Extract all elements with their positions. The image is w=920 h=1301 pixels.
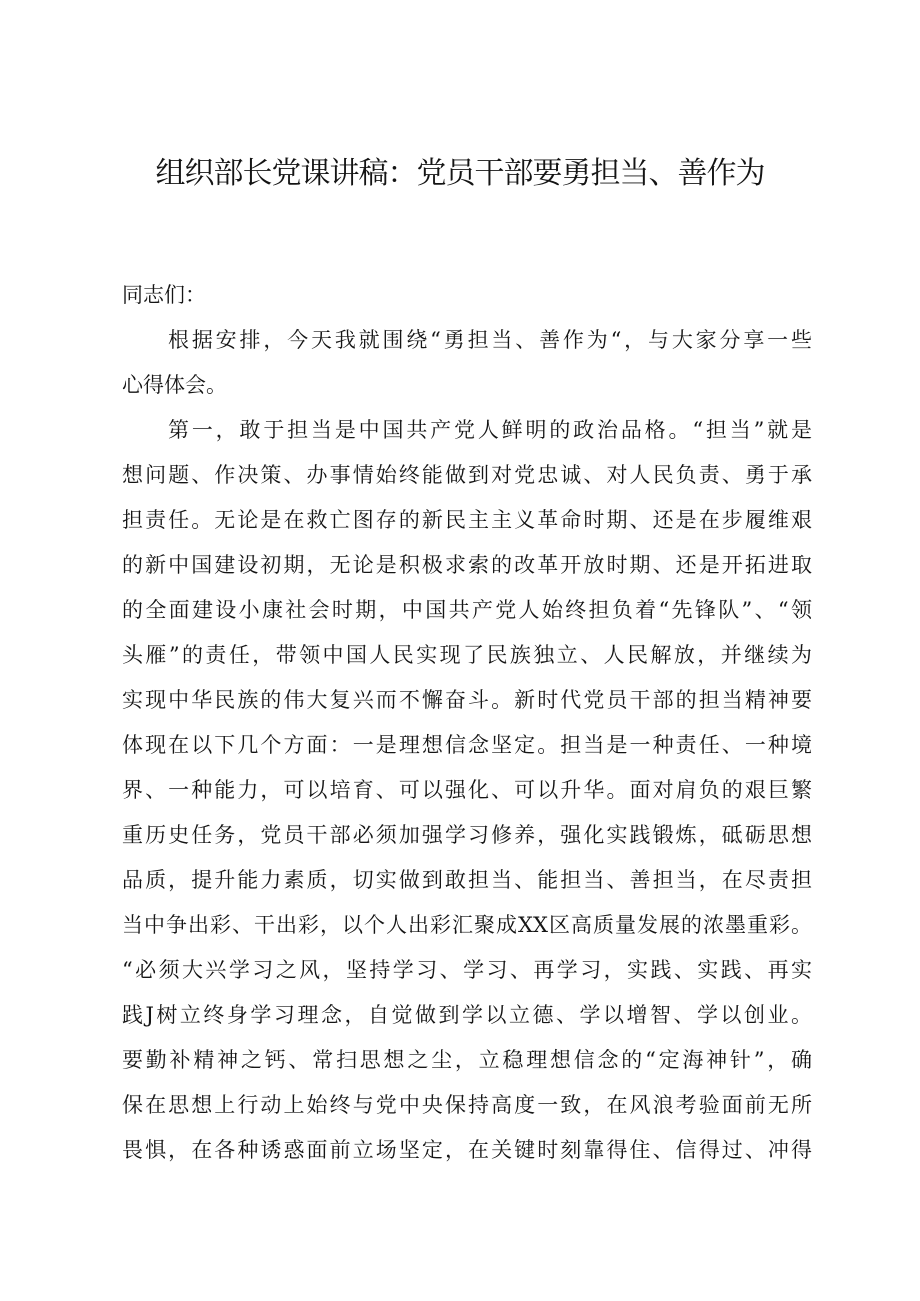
paragraph-line: 头雁”的责任，带领中国人民实现了民族独立、人民解放，并继续为 [122, 643, 812, 667]
salutation: 同志们： [122, 283, 206, 307]
paragraph-line: 品质，提升能力素质，切实做到敢担当、能担当、善担当，在尽责担 [122, 868, 812, 892]
paragraph-line: 践J树立终身学习理念，自觉做到学以立德、学以增智、学以创业。 [122, 1003, 812, 1027]
paragraph-line: 根据安排，今天我就围绕“勇担当、善作为“，与大家分享一些 [168, 328, 812, 352]
paragraph-line: 担责任。无论是在救亡图存的新民主主义革命时期、还是在步履维艰 [122, 508, 812, 532]
paragraph-line: 第一，敢于担当是中国共产党人鲜明的政治品格。“担当”就是 [168, 418, 812, 442]
paragraph-line: 当中争出彩、干出彩，以个人出彩汇聚成XX区高质量发展的浓墨重彩。 [122, 913, 812, 937]
paragraph-line: 的新中国建设初期，无论是积极求索的改革开放时期、还是开拓进取 [122, 553, 812, 577]
paragraph-line: 想问题、作决策、办事情始终能做到对党忠诚、对人民负责、勇于承 [122, 463, 812, 487]
page-title: 组织部长党课讲稿：党员干部要勇担当、善作为 [155, 156, 765, 191]
paragraph-line: 心得体会。 [122, 373, 227, 397]
paragraph-line: 要勤补精神之钙、常扫思想之尘，立稳理想信念的“定海神针”，确 [122, 1048, 812, 1072]
paragraph-line: 界、一种能力，可以培育、可以强化、可以升华。面对肩负的艰巨繁 [122, 778, 812, 802]
paragraph-line: 畏惧，在各种诱惑面前立场坚定，在关键时刻靠得住、信得过、冲得 [122, 1138, 812, 1162]
paragraph-line: “必须大兴学习之风，坚持学习、学习、再学习，实践、实践、再实 [122, 958, 812, 982]
paragraph-line: 重历史任务，党员干部必须加强学习修养，强化实践锻炼，砥砺思想 [122, 823, 812, 847]
paragraph-line: 实现中华民族的伟大复兴而不懈奋斗。新时代党员干部的担当精神要 [122, 688, 812, 712]
paragraph-line: 体现在以下几个方面：一是理想信念坚定。担当是一种责任、一种境 [122, 733, 812, 757]
paragraph-line: 的全面建设小康社会时期，中国共产党人始终担负着“先锋队”、“领 [122, 598, 812, 622]
document-body [122, 277, 812, 1177]
paragraph-line: 保在思想上行动上始终与党中央保持高度一致，在风浪考验面前无所 [122, 1093, 812, 1117]
